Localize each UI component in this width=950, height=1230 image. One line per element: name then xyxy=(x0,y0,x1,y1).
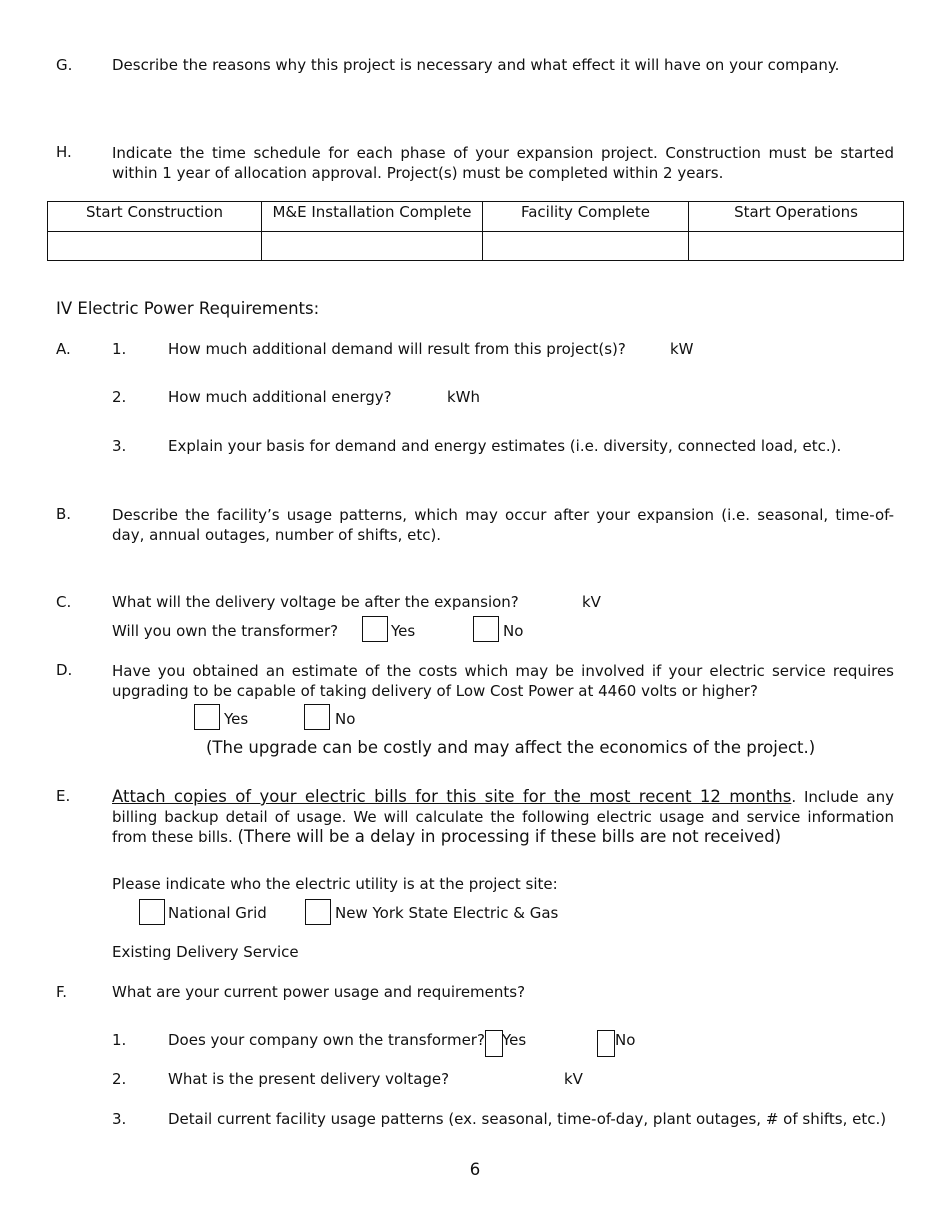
schedule-start-operations-field[interactable] xyxy=(689,232,904,261)
section-a-q3-number: 3. xyxy=(112,437,127,455)
section-b-text: Describe the facility’s usage patterns, which may occur after your expansion (i.e. seasonal, time-of-day, annual outages, number of shifts, etc). xyxy=(112,506,894,544)
schedule-header-row xyxy=(48,202,904,232)
estimate-yes-label: Yes xyxy=(224,710,249,728)
national-grid-checkbox[interactable] xyxy=(139,899,165,925)
nyseg-checkbox[interactable] xyxy=(305,899,331,925)
section-b-letter: B. xyxy=(56,505,72,523)
section-a-letter: A. xyxy=(56,340,71,358)
section-f-q3-number: 3. xyxy=(112,1110,127,1128)
section-f-q3-text: Detail current facility usage patterns (ex. seasonal, time-of-day, plant outages, # of shifts, etc.) xyxy=(168,1110,887,1128)
national-grid-label: National Grid xyxy=(168,904,267,922)
section-f-q1-text: Does your company own the transformer? xyxy=(168,1031,485,1049)
section-a-q2-text: How much additional energy? xyxy=(168,388,392,406)
section-c-q1-text: What will the delivery voltage be after the expansion? xyxy=(112,593,519,611)
nyseg-label: New York State Electric & Gas xyxy=(335,904,559,922)
section-c-letter: C. xyxy=(56,593,72,611)
section-d-letter: D. xyxy=(56,661,73,679)
estimate-no-label: No xyxy=(335,710,356,728)
schedule-header-facility-complete: Facility Complete xyxy=(483,202,689,232)
section-g-letter: G. xyxy=(56,56,73,74)
schedule-me-installation-field[interactable] xyxy=(262,232,483,261)
section-f-text: What are your current power usage and requirements? xyxy=(112,983,526,1001)
estimate-yes-checkbox[interactable] xyxy=(194,704,220,730)
section-d-note: (The upgrade can be costly and may affect the economics of the project.) xyxy=(206,738,816,757)
section-c-q2-text: Will you own the transformer? xyxy=(112,622,339,640)
section-c-q1-unit: kV xyxy=(582,593,601,611)
section-a-q3-text: Explain your basis for demand and energy estimates (i.e. diversity, connected load, etc.). xyxy=(168,437,842,455)
own-transformer-yes-label: Yes xyxy=(502,1031,527,1049)
section-a-q1-unit: kW xyxy=(670,340,694,358)
schedule-input-row xyxy=(48,232,904,261)
section-g-text: Describe the reasons why this project is necessary and what effect it will have on your company. xyxy=(112,56,840,74)
transformer-no-checkbox[interactable] xyxy=(473,616,499,642)
schedule-facility-complete-field[interactable] xyxy=(483,232,689,261)
section-e-text: . Include any billing backup detail of usage. We will calculate the following electric usage and service information from these bills. xyxy=(112,788,894,846)
section-f-q1-number: 1. xyxy=(112,1031,127,1049)
transformer-yes-checkbox[interactable] xyxy=(362,616,388,642)
transformer-yes-label: Yes xyxy=(391,622,416,640)
schedule-table xyxy=(47,201,904,261)
section-f-q2-text: What is the present delivery voltage? xyxy=(168,1070,450,1088)
section-e-attach-bills: Attach copies of your electric bills for this site for the most recent 12 months xyxy=(112,787,792,806)
schedule-header-start-operations: Start Operations xyxy=(689,202,904,232)
page-number: 6 xyxy=(469,1160,481,1179)
own-transformer-no-label: No xyxy=(615,1031,636,1049)
section-a-q1-text: How much additional demand will result from this project(s)? xyxy=(168,340,626,358)
transformer-no-label: No xyxy=(503,622,524,640)
section-a-q2-unit: kWh xyxy=(447,388,481,406)
section-f-q2-number: 2. xyxy=(112,1070,127,1088)
schedule-start-construction-field[interactable] xyxy=(48,232,262,261)
section-d-text: Have you obtained an estimate of the costs which may be involved if your electric service requires upgrading to be capable of taking delivery of Low Cost Power at 4460 volts or higher? xyxy=(112,662,894,700)
section-h-letter: H. xyxy=(56,143,72,161)
section-a-q1-number: 1. xyxy=(112,340,127,358)
section-a-q2-number: 2. xyxy=(112,388,127,406)
section-h-text: Indicate the time schedule for each phase of your expansion project. Construction must be started within 1 year of allocation approval. Project(s) must be completed within 2 years. xyxy=(112,144,894,182)
own-transformer-no-checkbox[interactable] xyxy=(597,1030,615,1057)
section-iv-title: IV Electric Power Requirements: xyxy=(56,299,320,318)
schedule-header-start-construction: Start Construction xyxy=(48,202,262,232)
utility-prompt: Please indicate who the electric utility is at the project site: xyxy=(112,875,558,893)
section-e-letter: E. xyxy=(56,787,71,805)
section-f-letter: F. xyxy=(56,983,67,1001)
existing-delivery-service: Existing Delivery Service xyxy=(112,943,299,961)
own-transformer-yes-checkbox[interactable] xyxy=(485,1030,503,1057)
section-e-body xyxy=(112,787,894,847)
estimate-no-checkbox[interactable] xyxy=(304,704,330,730)
schedule-header-me-installation: M&E Installation Complete xyxy=(262,202,483,232)
section-f-q2-unit: kV xyxy=(564,1070,583,1088)
section-e-note: (There will be a delay in processing if these bills are not received) xyxy=(237,827,782,846)
